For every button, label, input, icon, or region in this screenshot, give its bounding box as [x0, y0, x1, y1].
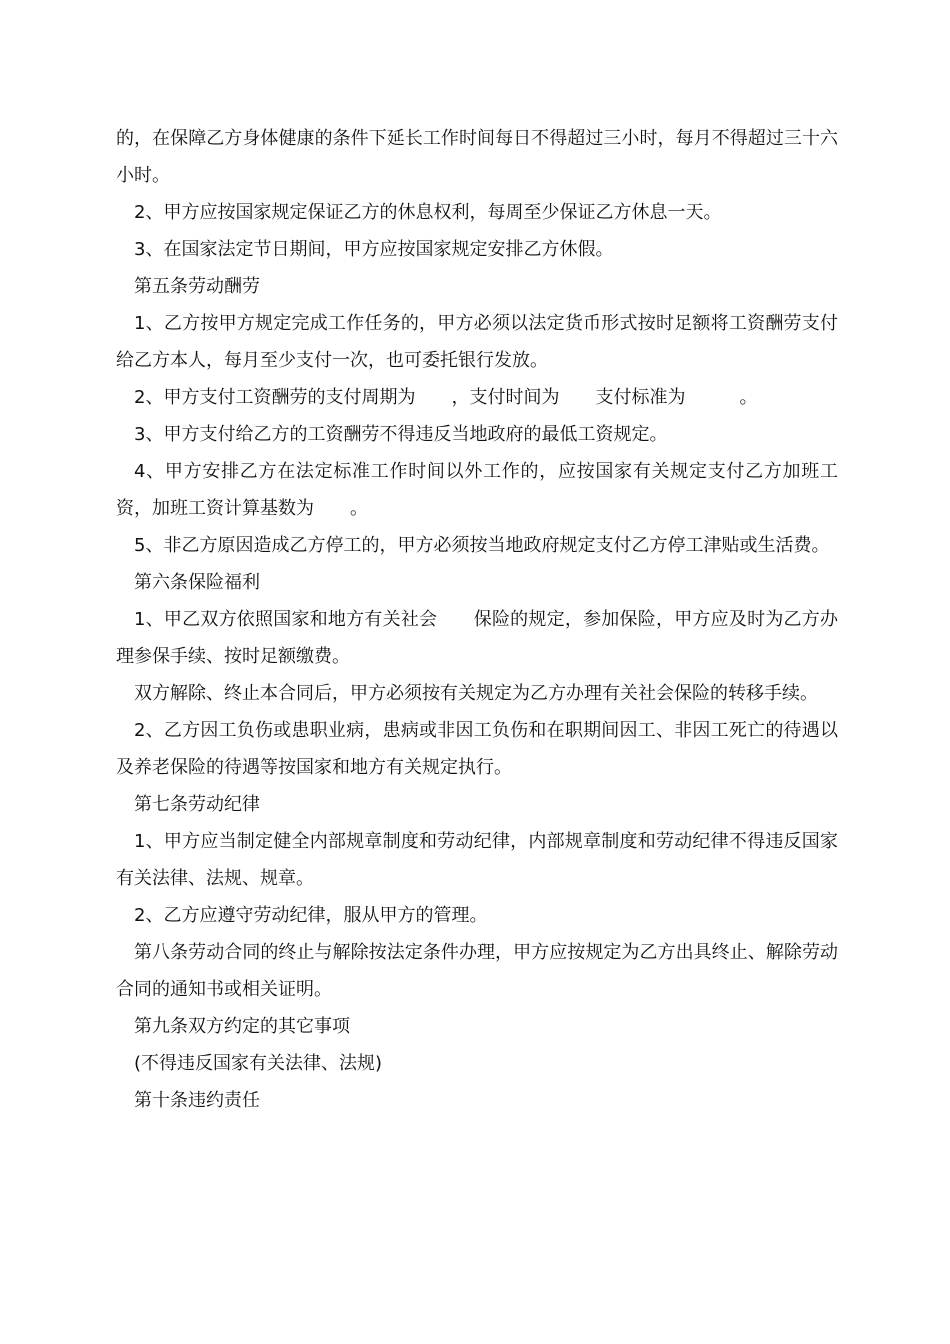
article-10-heading: 第十条违约责任 [134, 1090, 260, 1111]
paragraph-minimum-wage: 3、甲方支付给乙方的工资酬劳不得违反当地政府的最低工资规定。 [134, 424, 668, 445]
paragraph-work-stoppage: 5、非乙方原因造成乙方停工的，甲方必须按当地政府规定支付乙方停工津贴或生活费。 [134, 535, 830, 556]
article-9-note: (不得违反国家有关法律、法规) [134, 1053, 383, 1074]
paragraph-injury-benefits: 2、乙方因工负伤或患职业病，患病或非因工负伤和在职期间因工、非因工死亡的待遇以及养老保险的待遇等按国家和地方有关规定执行。 [116, 720, 838, 778]
paragraph-insurance-transfer: 双方解除、终止本合同后，甲方必须按有关规定为乙方办理有关社会保险的转移手续。 [134, 683, 818, 704]
paragraph-wage-payment: 1、乙方按甲方规定完成工作任务的，甲方必须以法定货币形式按时足额将工资酬劳支付给乙方本人，每月至少支付一次，也可委托银行发放。 [116, 313, 838, 371]
article-5-heading: 第五条劳动酬劳 [134, 276, 260, 297]
paragraph-overtime-pay: 4、甲方安排乙方在法定标准工作时间以外工作的，应按国家有关规定支付乙方加班工资，加班工资计算基数为 。 [116, 461, 838, 519]
paragraph-wage-cycle: 2、甲方支付工资酬劳的支付周期为 ，支付时间为 支付标准为 。 [134, 387, 758, 408]
paragraph-internal-rules: 1、甲方应当制定健全内部规章制度和劳动纪律，内部规章制度和劳动纪律不得违反国家有关法律、法规、规章。 [116, 831, 838, 889]
article-7-heading: 第七条劳动纪律 [134, 794, 260, 815]
paragraph-obey-discipline: 2、乙方应遵守劳动纪律，服从甲方的管理。 [134, 905, 488, 926]
document-body [116, 120, 838, 1119]
article-6-heading: 第六条保险福利 [134, 572, 260, 593]
paragraph-social-insurance: 1、甲乙双方依照国家和地方有关社会 保险的规定，参加保险，甲方应及时为乙方办理参保手续、按时足额缴费。 [116, 609, 838, 667]
article-8-paragraph: 第八条劳动合同的终止与解除按法定条件办理，甲方应按规定为乙方出具终止、解除劳动合同的通知书或相关证明。 [116, 942, 838, 1000]
paragraph-continuation: 的，在保障乙方身体健康的条件下延长工作时间每日不得超过三小时，每月不得超过三十六小时。 [116, 128, 838, 186]
paragraph-holidays: 3、在国家法定节日期间，甲方应按国家规定安排乙方休假。 [134, 239, 614, 260]
article-9-heading: 第九条双方约定的其它事项 [134, 1016, 350, 1037]
paragraph-rest-rights: 2、甲方应按国家规定保证乙方的休息权利，每周至少保证乙方休息一天。 [134, 202, 722, 223]
